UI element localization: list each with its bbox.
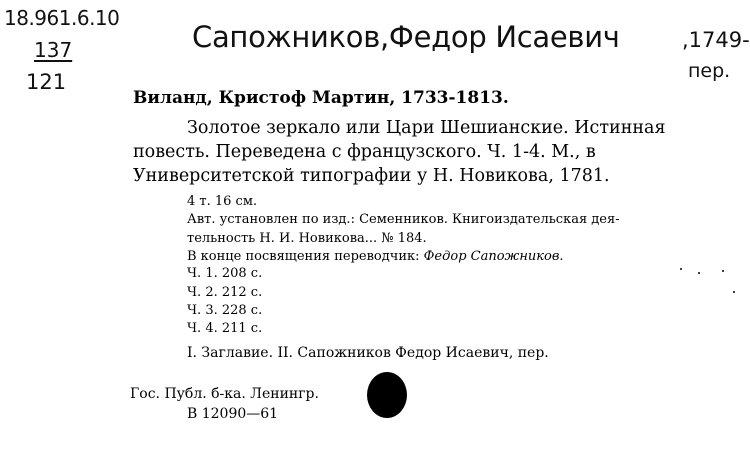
translator-name: Федор Сапожников. xyxy=(423,249,564,264)
handwritten-shelf-number: 18.961.6.10 xyxy=(4,6,120,30)
punch-hole xyxy=(367,372,407,418)
scan-speck xyxy=(680,268,682,270)
attribution-note-line-2: тельность Н. И. Новикова... № 184. xyxy=(187,231,427,246)
attribution-note-line-1: Авт. установлен по изд.: Семенников. Книгоиздательская дея- xyxy=(187,212,620,227)
part-entry: Ч. 3. 228 с. xyxy=(187,303,263,318)
part-entry: Ч. 4. 211 с. xyxy=(187,321,263,336)
scan-speck xyxy=(722,270,724,272)
dedication-note xyxy=(187,249,564,264)
part-entry: Ч. 2. 212 с. xyxy=(187,285,263,300)
library-name: Гос. Публ. б-ка. Ленингр. xyxy=(130,386,319,402)
scan-speck xyxy=(733,291,735,293)
handwritten-fraction-top: 137 xyxy=(34,38,73,62)
title-line-2: повесть. Переведена с французского. Ч. 1-4. М., в xyxy=(133,142,596,162)
handwritten-year: ,1749- xyxy=(682,28,750,52)
title-line-1: Золотое зеркало или Цари Шешианские. Истинная xyxy=(187,118,666,138)
scan-speck xyxy=(698,272,700,274)
physical-extent: 4 т. 16 см. xyxy=(187,194,258,209)
part-entry: Ч. 1. 208 с. xyxy=(187,266,263,281)
handwritten-role: пер. xyxy=(688,60,731,82)
handwritten-translator-name: Сапожников,Федор Исаевич xyxy=(192,20,620,54)
tracings: I. Заглавие. II. Сапожников Федор Исаевич, пер. xyxy=(187,345,549,361)
title-line-3: Университетской типографии у Н. Новикова, 1781. xyxy=(133,166,610,186)
dedication-prefix: В конце посвящения переводчик: xyxy=(187,249,424,264)
shelfmark: В 12090—61 xyxy=(187,406,279,422)
handwritten-fraction-bottom: 121 xyxy=(26,70,67,94)
author-heading: Виланд, Кристоф Мартин, 1733-1813. xyxy=(133,88,509,108)
